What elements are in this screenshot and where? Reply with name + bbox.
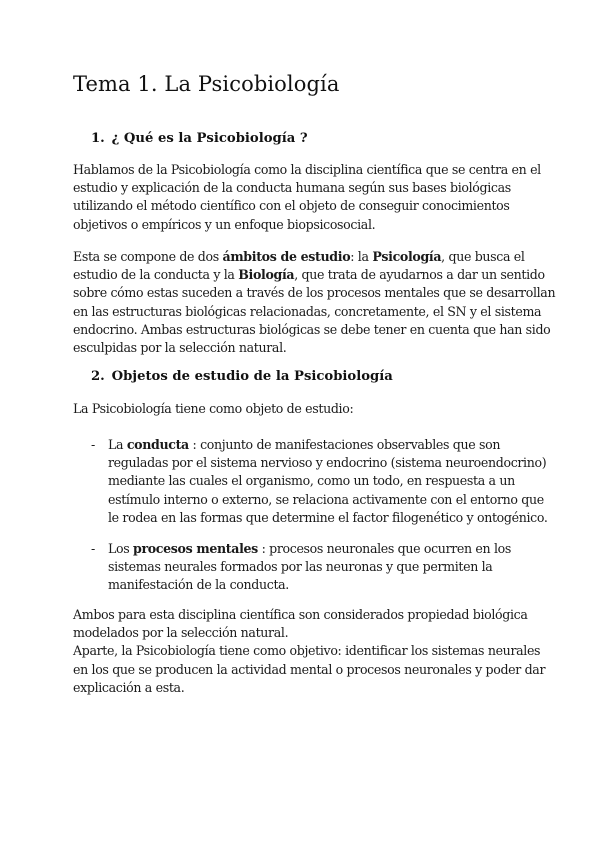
bold-term: conducta (126, 437, 189, 452)
section-1-number: 1. (91, 131, 105, 146)
bold-term: Psicología (372, 249, 442, 264)
bullet-line: estímulo interno o externo, se relaciona activamente con el entorno que (108, 491, 544, 507)
paragraph-line: sobre cómo estas suceden a través de los procesos mentales que se desarrollan (73, 285, 556, 301)
paragraph-line: La Psicobiología tiene como objeto de estudio: (73, 401, 354, 416)
paragraph-line: utilizando el método científico con el objeto de conseguir conocimientos (73, 198, 510, 214)
bold-term: ámbitos de estudio (222, 249, 351, 264)
page-title: Tema 1. La Psicobiología (73, 72, 340, 96)
section-2-heading (91, 369, 393, 384)
paragraph-line: explicación a esta. (73, 679, 185, 695)
bullet-line: sistemas neurales formados por las neuronas y que permiten la (108, 559, 493, 575)
section-1-heading (91, 131, 308, 146)
bullet-dash: - (91, 437, 95, 452)
paragraph-line: objetivos o empíricos y un enfoque biopsicosocial. (73, 216, 376, 232)
section-2-number: 2. (91, 369, 105, 384)
section-1-paragraph-2 (73, 248, 556, 357)
bullet-body (108, 436, 548, 527)
section-2-intro (73, 400, 543, 418)
bullet-line: Los procesos mentales : procesos neuronales que ocurren en los (108, 541, 511, 556)
bold-term: Biología (238, 267, 295, 283)
section-2-closing (73, 606, 546, 697)
bullet-line: mediante las cuales el organismo, como un todo, en respuesta a un (108, 473, 515, 489)
section-1-paragraph-1 (73, 161, 543, 234)
paragraph-line: Aparte, la Psicobiología tiene como objetivo: identificar los sistemas neurales (73, 643, 541, 659)
paragraph-line: Hablamos de la Psicobiología como la disciplina científica que se centra en el (73, 162, 541, 177)
section-2-heading-text: Objetos de estudio de la Psicobiología (111, 369, 393, 384)
paragraph-line: Ambos para esta disciplina científica son considerados propiedad biológica (73, 607, 528, 622)
paragraph-line: endocrino. Ambas estructuras biológicas se debe tener en cuenta que han sido (73, 321, 551, 337)
bullet-body (108, 540, 511, 595)
bullet-line: reguladas por el sistema nervioso y endocrino (sistema neuroendocrino) (108, 455, 547, 471)
paragraph-line: en las estructuras biológicas relacionadas, concretamente, el SN y el sistema (73, 303, 542, 319)
bold-term: procesos mentales (133, 541, 258, 556)
paragraph-line: en los que se producen la actividad mental o procesos neuronales y poder dar (73, 661, 546, 677)
bullet-line: le rodea en las formas que determine el factor filogenético y ontogénico. (108, 509, 548, 525)
paragraph-line: esculpidas por la selección natural. (73, 340, 287, 356)
bullet-line: La conducta : conjunto de manifestaciones observables que son (108, 437, 501, 452)
section-1-heading-text: ¿ Qué es la Psicobiología ? (111, 131, 308, 146)
paragraph-line: estudio de la conducta y la Biología, que trata de ayudarnos a dar un sentido (73, 267, 545, 283)
paragraph-line: estudio y explicación de la conducta humana según sus bases biológicas (73, 180, 511, 196)
paragraph-line: Esta se compone de dos ámbitos de estudio: la Psicología, que busca el (73, 249, 525, 264)
paragraph-line: modelados por la selección natural. (73, 625, 289, 641)
bullet-dash: - (91, 541, 95, 556)
bullet-line: manifestación de la conducta. (108, 577, 289, 593)
